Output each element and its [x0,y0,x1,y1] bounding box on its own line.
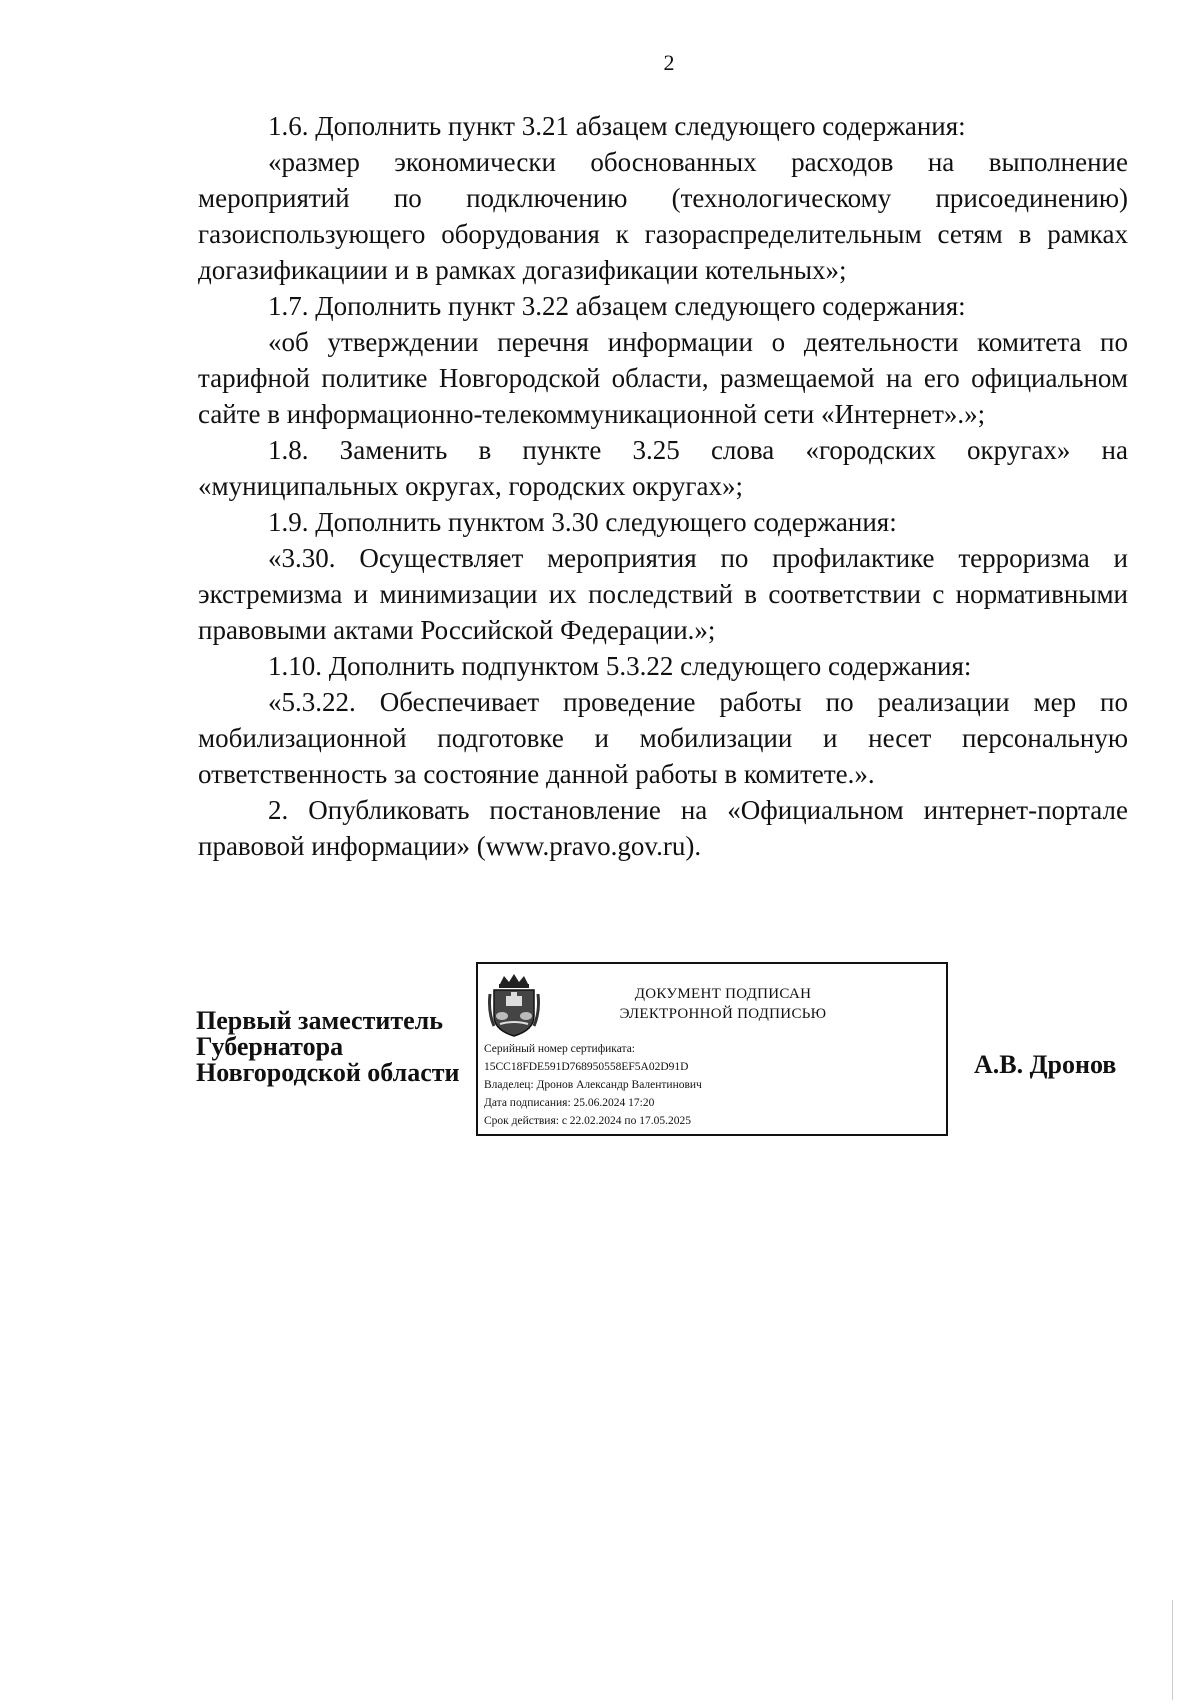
signature-block [0,962,1200,1147]
paragraph-1-9: 1.9. Дополнить пунктом 3.30 следующего содержания: [268,507,897,537]
scan-edge-line [1172,1600,1173,1700]
stamp-header-line: ЭЛЕКТРОННОЙ ПОДПИСЬЮ [619,1006,827,1022]
paragraph-1-6-quote: «размер экономически обоснованных расходов на выполнение мероприятий по подключению (технологическому присоединению) газоиспользующего оборудования к газораспределительным сетям в рамках догазификациии и в рамках догазификации котельных»; [198,147,1128,285]
signer-title-line: Первый заместитель [196,1006,443,1035]
certificate-owner: Владелец: Дронов Александр Валентинович [484,1079,702,1091]
stamp-header [558,984,888,1024]
paragraph-2: 2. Опубликовать постановление на «Официальном интернет-портале правовой информации» (www.pravo.gov.ru). [198,795,1128,861]
stamp-details [484,1040,940,1130]
paragraph-1-6: 1.6. Дополнить пункт 3.21 абзацем следующего содержания: [268,111,966,141]
stamp-header-line: ДОКУМЕНТ ПОДПИСАН [634,986,812,1002]
certificate-serial-label: Серийный номер сертификата: [484,1043,635,1055]
signer-name: А.В. Дронов [974,1050,1117,1079]
page-number: 2 [663,50,675,75]
paragraph-1-9-quote: «3.30. Осуществляет мероприятия по профилактике терроризма и экстремизма и минимизации их последствий в соответствии с нормативными правовыми актами Российской Федерации.»; [198,543,1128,645]
certificate-serial-value: 15CC18FDE591D768950558EF5A02D91D [484,1061,689,1073]
signer-title-line: Губернатора [196,1032,344,1061]
paragraph-1-10: 1.10. Дополнить подпунктом 5.3.22 следующего содержания: [268,651,972,681]
signer-title-line: Новгородской области [196,1058,460,1087]
validity-period: Срок действия: с 22.02.2024 по 17.05.2025 [484,1115,691,1127]
paragraph-1-10-quote: «5.3.22. Обеспечивает проведение работы по реализации мер по мобилизационной подготовке и мобилизации и несет персональную ответственность за состояние данной работы в комитете.». [198,687,1128,789]
electronic-signature-stamp [476,962,948,1136]
signing-date: Дата подписания: 25.06.2024 17:20 [484,1097,655,1109]
paragraph-1-7: 1.7. Дополнить пункт 3.22 абзацем следующего содержания: [268,291,966,321]
document-body [198,108,1128,864]
novgorod-coat-of-arms-icon [488,972,540,1038]
paragraph-1-8: 1.8. Заменить в пункте 3.25 слова «городских округах» на «муниципальных округах, городских округах»; [198,435,1128,501]
signer-title [196,1008,466,1086]
paragraph-1-7-quote: «об утверждении перечня информации о деятельности комитета по тарифной политике Новгородской области, размещаемой на его официальном сайте в информационно-телекоммуникационной сети «Интернет».»; [198,327,1128,429]
